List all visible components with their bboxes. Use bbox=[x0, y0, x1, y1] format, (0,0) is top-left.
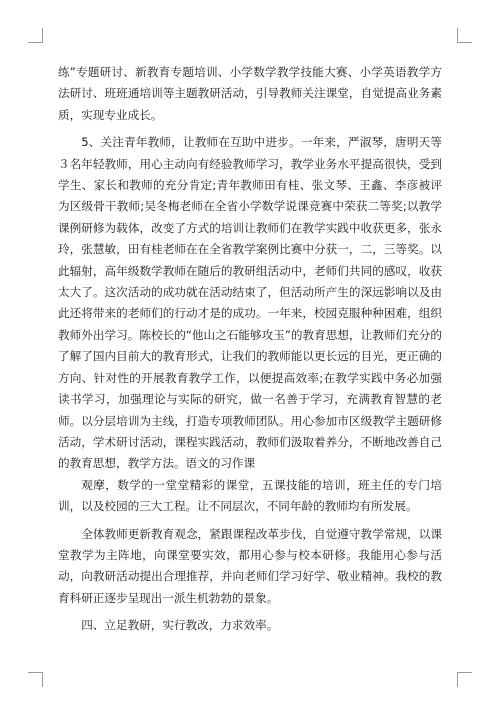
paragraph-observation: 观摩，数学的一堂堂精彩的课堂，五课技能的培训，班主任的专门培训，以及校园的三大工程。让不同层次，不同年龄的教师均有所发展。 bbox=[58, 477, 442, 514]
crop-mark-bottom-right bbox=[457, 672, 472, 687]
paragraph-section-heading: 四、立足教研，实行教改，力求效率。 bbox=[81, 618, 279, 633]
paragraph-young-teachers: 5、关注青年教师，让教师在互助中进步。一年来，严淑琴，唐明天等３名年轻教师，用心主动向有经验教师学习，教学业务水平提高很快，受到学生、家长和教师的充分肯定;青年教师田有桂、张文琴、王鑫、李彦被评为区级骨干教师;吴冬梅老师在全省小学数学说课竞赛中荣获二等奖;以教学课例研修为载体，改变了方式的培训让教师们在教学实践中收获更多，张永玲，张慧敏，田有桂老师在在全省教学案例比赛中分获一，二，三等奖。以此辐射，高年级数学教师在随后的教研组活动中，老师们共同的感叹，收获太大了。这次活动的成功就在活动结束了，但活动所产生的深远影响以及由此还将带来的老师们的行动才是的成功。一年来，校园克服种种困难，组织教师外出学习。陈校长的“他山之石能够攻玉”的教育思想，让教师们充分的了解了国内目前大的教育形式，让我们的教师能以更长远的目光，更正确的方向、针对性的开展教育教学工作，以便提高效率;在教学实践中务必加强读书学习，加强理论与实际的研究，做一名善于学习，充满教育智慧的老师。以分层培训为主线，打造专项教师团队。用心参加市区级教学主题研修活动，学术研讨活动，课程实践活动，教师们汲取着养分，不断地改善自己的教育思想，教学方法。语文的习作课 bbox=[58, 135, 442, 471]
crop-mark-bottom-left bbox=[28, 672, 43, 687]
crop-mark-top-right bbox=[457, 28, 472, 43]
document-body bbox=[58, 62, 442, 637]
crop-mark-top-left bbox=[28, 28, 43, 43]
paragraph-continued: 练”专题研讨、新教育专题培训、小学数学教学技能大赛、小学英语教学方法研讨、班班通培训等主题教研活动，引导教师关注课堂，自觉提高业务素质，实现专业成长。 bbox=[58, 65, 442, 122]
paragraph-all-teachers: 全体教师更新教育观念，紧跟课程改革步伐，自觉遵守教学常规，以课堂教学为主阵地，向课堂要实效，都用心参与校本研修。我能用心参与活动，向教研活动提出合理推荐，并向老师们学习好学、敬业精神。我校的教育科研正逐步呈现出一派生机勃勃的景象。 bbox=[58, 526, 442, 605]
